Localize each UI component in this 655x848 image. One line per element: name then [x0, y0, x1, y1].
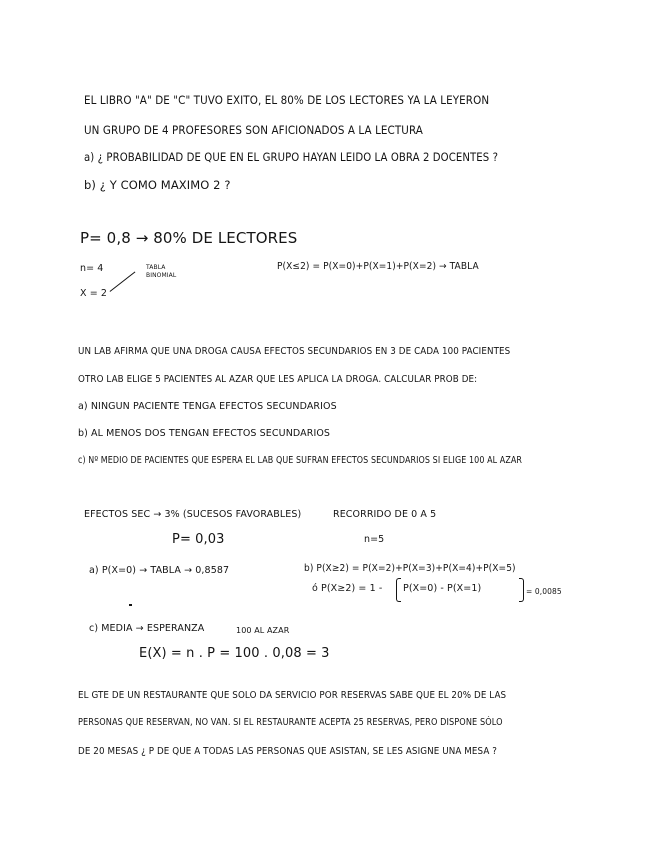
n-value: n= 4 [80, 263, 104, 274]
right-bracket [519, 578, 524, 602]
part-b-sum: b) P(X≥2) = P(X=2)+P(X=3)+P(X=4)+P(X=5) [304, 563, 516, 574]
problem1-line-1: EL LIBRO "A" DE "C" TUVO EXITO, EL 80% DE LOS LECTORES YA LA LEYERON [84, 93, 490, 107]
part-b-complement-inner: P(X=0) - P(X=1) [403, 583, 482, 594]
x-value: X = 2 [80, 288, 108, 299]
part-c-heading: c) MEDIA → ESPERANZA [89, 623, 205, 634]
part-b-result: = 0,0085 [526, 587, 562, 596]
problem2-line-2: OTRO LAB ELIGE 5 PACIENTES AL AZAR QUE LES APLICA LA DROGA. CALCULAR PROB DE: [78, 374, 478, 385]
problem2-line-1: UN LAB AFIRMA QUE UNA DROGA CAUSA EFECTOS SECUNDARIOS EN 3 DE CADA 100 PACIENTES [78, 346, 511, 357]
cumulative-formula: P(X≤2) = P(X=0)+P(X=1)+P(X=2) → TABLA [277, 261, 479, 272]
problem1-line-4: b) ¿ Y COMO MAXIMO 2 ? [84, 178, 231, 192]
expectation-formula: E(X) = n . P = 100 . 0,08 = 3 [139, 646, 330, 661]
n-five: n=5 [364, 534, 385, 545]
arrow-stroke [110, 271, 136, 292]
problem3-line-3: DE 20 MESAS ¿ P DE QUE A TODAS LAS PERSONAS QUE ASISTAN, SE LES ASIGNE UNA MESA ? [78, 746, 498, 757]
problem1-line-2: UN GRUPO DE 4 PROFESORES SON AFICIONADOS A LA LECTURA [84, 123, 423, 137]
problem3-line-1: EL GTE DE UN RESTAURANTE QUE SOLO DA SERVICIO POR RESERVAS SABE QUE EL 20% DE LAS [78, 690, 507, 701]
stray-mark [129, 604, 132, 606]
problem2-item-c: c) Nº MEDIO DE PACIENTES QUE ESPERA EL LAB QUE SUFRAN EFECTOS SECUNDARIOS SI ELIGE 100 AL AZAR [78, 455, 523, 466]
part-c-note: 100 AL AZAR [236, 626, 290, 635]
problem2-item-b: b) AL MENOS DOS TENGAN EFECTOS SECUNDARIOS [78, 428, 331, 439]
recorrido: RECORRIDO DE 0 A 5 [333, 509, 437, 520]
p-value: P= 0,03 [172, 532, 225, 547]
part-b-complement-prefix: ó P(X≥2) = 1 - [312, 583, 383, 594]
efectos-secundarios: EFECTOS SEC → 3% (SUCESOS FAVORABLES) [84, 509, 302, 520]
p-lectores-line: P= 0,8 → 80% DE LECTORES [80, 229, 298, 247]
part-a-answer: a) P(X=0) → TABLA → 0,8587 [89, 565, 230, 576]
tabla-binomial-note: TABLA BINOMIAL [146, 264, 177, 279]
problem2-item-a: a) NINGUN PACIENTE TENGA EFECTOS SECUNDARIOS [78, 401, 337, 412]
problem1-line-3: a) ¿ PROBABILIDAD DE QUE EN EL GRUPO HAYAN LEIDO LA OBRA 2 DOCENTES ? [84, 150, 499, 164]
left-bracket [396, 578, 401, 602]
problem3-line-2: PERSONAS QUE RESERVAN, NO VAN. SI EL RESTAURANTE ACEPTA 25 RESERVAS, PERO DISPONE SÓLO [78, 717, 503, 728]
